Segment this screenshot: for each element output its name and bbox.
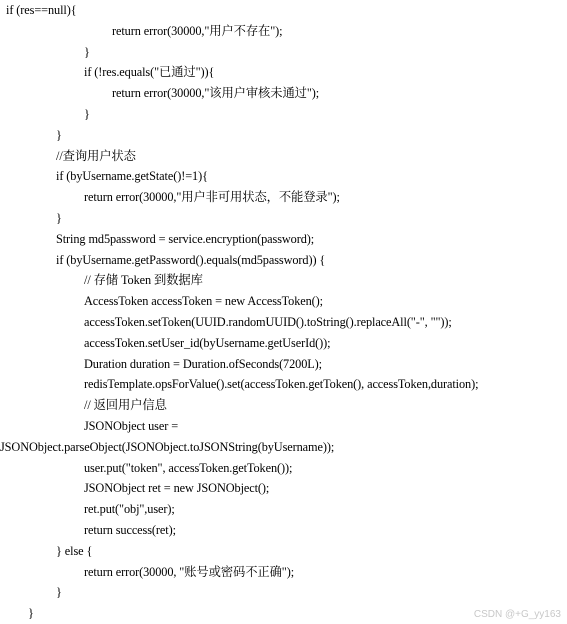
code-line-27: } else { [56, 543, 93, 558]
code-line-5: return error(30000,"该用户审核未通过"); [112, 86, 320, 101]
code-line-15: AccessToken accessToken = new AccessToken(); [84, 294, 323, 309]
code-line-7: } [56, 127, 62, 142]
code-line-19: redisTemplate.opsForValue().set(accessToken.getToken(), accessToken,duration); [84, 377, 479, 392]
code-line-25: ret.put("obj",user); [84, 502, 175, 517]
code-line-30: } [28, 606, 34, 621]
code-comment-query-status: //查询用户状态 [56, 148, 136, 163]
code-line-29: } [56, 585, 62, 600]
code-line-18: Duration duration = Duration.ofSeconds(7200L); [84, 356, 322, 371]
code-line-9: if (byUsername.getState()!=1){ [56, 169, 208, 184]
code-line-2: return error(30000,"用户不存在"); [112, 23, 283, 38]
code-line-12: String md5password = service.encryption(password); [56, 231, 315, 246]
code-comment-return-user: // 返回用户信息 [84, 398, 167, 413]
csdn-watermark: CSDN @+G_yy163 [473, 609, 561, 620]
code-line-16: accessToken.setToken(UUID.randomUUID().toString().replaceAll("-", "")); [84, 315, 452, 329]
code-comment-store-token: // 存储 Token 到数据库 [84, 273, 203, 288]
code-line-26: return success(ret); [84, 523, 176, 537]
code-line-17: accessToken.setUser_id(byUsername.getUserId()); [84, 335, 331, 350]
code-line-11: } [56, 211, 62, 225]
code-line-28: return error(30000, "账号或密码不正确"); [84, 564, 295, 579]
code-line-23: user.put("token", accessToken.getToken()); [84, 460, 293, 475]
code-line-3: } [84, 44, 90, 59]
code-line-10: return error(30000,"用户非可用状态，不能登录"); [84, 190, 340, 205]
code-line-22: JSONObject.parseObject(JSONObject.toJSONString(byUsername)); [0, 439, 335, 454]
code-line-4: if (!res.equals("已通过")){ [84, 65, 215, 80]
code-line-21: JSONObject user = [84, 419, 179, 433]
code-line-1: if (res==null){ [6, 3, 77, 17]
code-line-6: } [84, 107, 90, 121]
code-line-13: if (byUsername.getPassword().equals(md5password)) { [56, 252, 326, 267]
code-line-24: JSONObject ret = new JSONObject(); [84, 481, 270, 496]
